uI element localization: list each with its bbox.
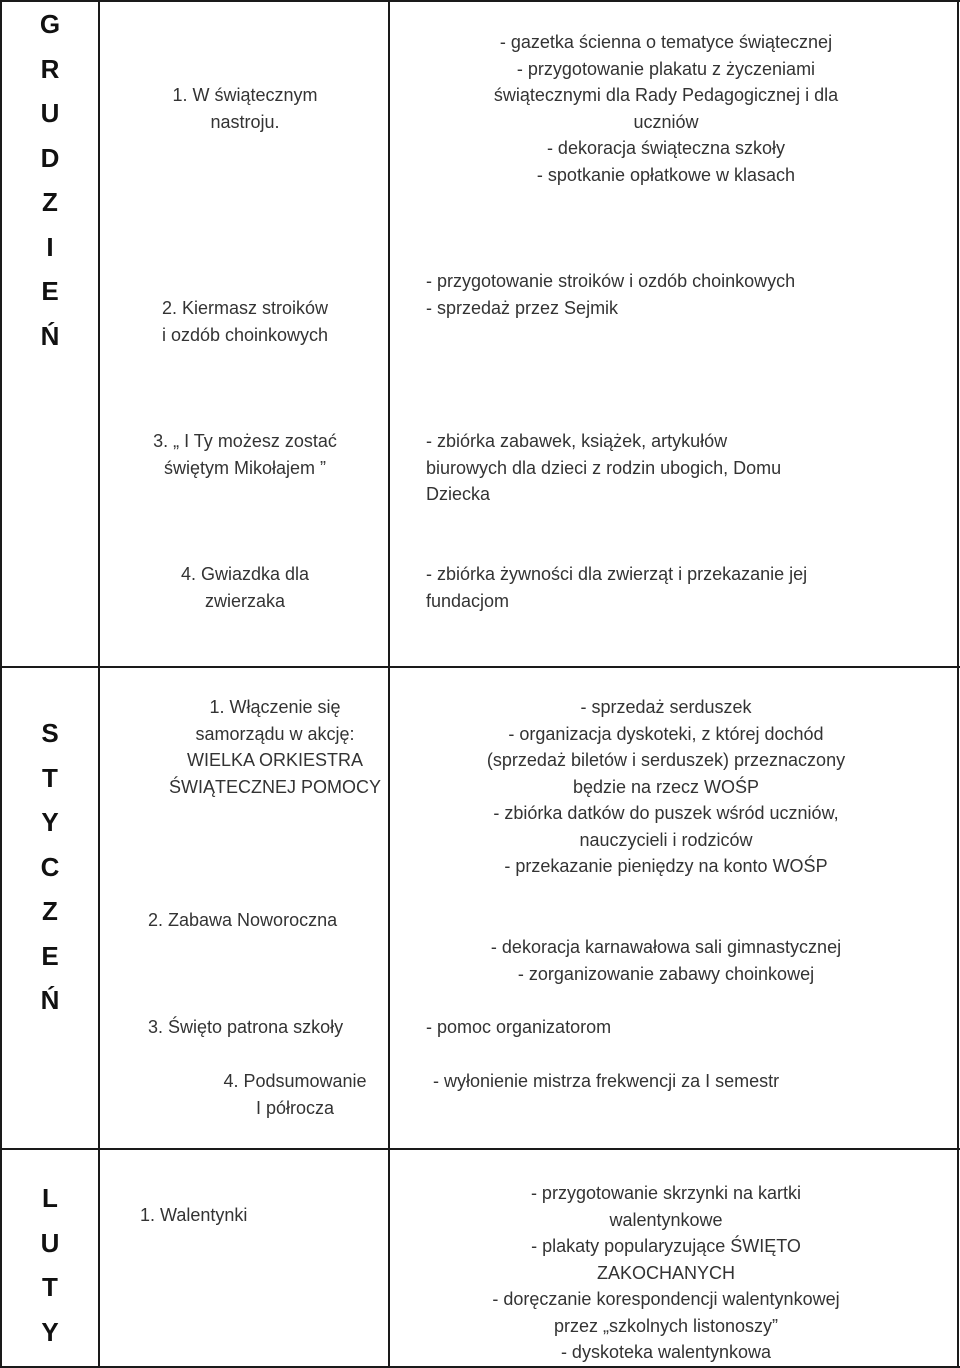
activity-line: uczniów bbox=[633, 111, 699, 132]
month-letter: R bbox=[40, 53, 60, 84]
event-item bbox=[150, 1068, 440, 1121]
month-letter: T bbox=[42, 762, 58, 793]
activity-line: przez „szkolnych listonoszy” bbox=[553, 1315, 779, 1336]
event-item bbox=[148, 1014, 388, 1041]
activity-line: - przygotowanie plakatu z życzeniami bbox=[516, 58, 816, 79]
event-line: 2. Kiermasz stroików bbox=[161, 298, 329, 318]
event-item bbox=[130, 694, 420, 800]
event-line: 3. „ I Ty możesz zostać bbox=[153, 431, 337, 451]
month-label-december bbox=[2, 2, 98, 358]
month-letter: E bbox=[41, 940, 59, 971]
activity-line: - sprzedaż serduszek bbox=[580, 697, 752, 717]
event-line: samorządu w akcję: bbox=[195, 723, 355, 744]
month-label-january bbox=[2, 711, 98, 1023]
event-line: WIELKA ORKIESTRA bbox=[186, 750, 364, 770]
activity-line: - przygotowanie stroików i ozdób choinkowych bbox=[426, 271, 796, 291]
month-label-february bbox=[2, 1176, 98, 1354]
month-letter: Ń bbox=[40, 985, 60, 1015]
activity-list bbox=[396, 29, 936, 188]
activity-line: - zbiórka zabawek, książek, artykułów bbox=[426, 431, 728, 451]
month-letter: U bbox=[40, 98, 60, 128]
month-letter: Z bbox=[42, 187, 58, 217]
activity-line: - zorganizowanie zabawy choinkowej bbox=[517, 963, 815, 984]
activity-list bbox=[426, 428, 946, 508]
event-line: zwierzaka bbox=[204, 590, 286, 611]
event-item bbox=[100, 428, 390, 481]
activity-line: - wyłonienie mistrza frekwencji za I semestr bbox=[433, 1071, 780, 1091]
activity-line: ZAKOCHANYCH bbox=[596, 1262, 735, 1283]
event-line: 1. Włączenie się bbox=[209, 697, 341, 717]
activity-line: - dekoracja świąteczna szkoły bbox=[546, 138, 786, 158]
activity-line: - sprzedaż przez Sejmik bbox=[426, 297, 619, 318]
month-letter: G bbox=[39, 9, 61, 39]
activity-line: - dekoracja karnawałowa sali gimnastycznej bbox=[490, 937, 842, 957]
activity-line: - organizacja dyskoteki, z której dochód bbox=[508, 723, 824, 744]
event-line: 4. Podsumowanie bbox=[223, 1071, 367, 1091]
column-divider-event bbox=[388, 0, 390, 1368]
column-divider-month bbox=[98, 0, 100, 1368]
event-line: i ozdób choinkowych bbox=[161, 324, 329, 345]
table-border-right bbox=[957, 0, 959, 1368]
activity-line: - gazetka ścienna o tematyce świątecznej bbox=[499, 32, 833, 52]
activity-line: nauczycieli i rodziców bbox=[579, 829, 753, 850]
month-letter: T bbox=[42, 1272, 58, 1302]
activity-line: fundacjom bbox=[426, 590, 510, 611]
activity-line: będzie na rzecz WOŚP bbox=[572, 776, 760, 797]
month-letter: L bbox=[42, 1183, 58, 1213]
activity-list bbox=[396, 1180, 936, 1366]
event-line: 3. Święto patrona szkoły bbox=[148, 1017, 344, 1037]
activity-line: walentynkowe bbox=[609, 1209, 723, 1230]
activity-line: - przekazanie pieniędzy na konto WOŚP bbox=[504, 856, 828, 876]
row-divider-2 bbox=[0, 1148, 960, 1150]
row-divider-top bbox=[0, 0, 960, 2]
event-item bbox=[100, 295, 390, 348]
activity-line: biurowych dla dzieci z rodzin ubogich, Domu bbox=[426, 457, 782, 478]
activity-line: - doręczanie korespondencji walentynkowej bbox=[492, 1289, 840, 1309]
month-letter: Y bbox=[41, 807, 59, 837]
month-letter: Y bbox=[41, 1316, 59, 1347]
activity-line: świątecznymi dla Rady Pedagogicznej i dla bbox=[493, 85, 839, 105]
activity-list bbox=[396, 694, 936, 880]
event-line: nastroju. bbox=[210, 111, 280, 132]
activity-line: - pomoc organizatorom bbox=[426, 1017, 612, 1037]
event-line: 1. Walentynki bbox=[140, 1205, 248, 1225]
activity-line: - zbiórka datków do puszek wśród uczniów, bbox=[493, 803, 839, 823]
event-line: 2. Zabawa Noworoczna bbox=[148, 910, 338, 930]
event-line: 4. Gwiazdka dla bbox=[180, 564, 310, 584]
event-item bbox=[140, 1202, 380, 1229]
month-letter: U bbox=[40, 1227, 60, 1258]
activity-line: - przygotowanie skrzynki na kartki bbox=[530, 1183, 802, 1203]
activity-line: - dyskoteka walentynkowa bbox=[560, 1342, 772, 1362]
activity-list bbox=[426, 268, 946, 321]
month-letter: S bbox=[41, 718, 59, 748]
event-line: I półrocza bbox=[255, 1097, 335, 1118]
activity-list bbox=[433, 1068, 953, 1095]
month-letter: E bbox=[41, 276, 59, 306]
activity-list bbox=[426, 1014, 946, 1041]
activity-line: - zbiórka żywności dla zwierząt i przekazanie jej bbox=[426, 564, 808, 584]
activity-list bbox=[396, 934, 936, 987]
activity-line: (sprzedaż biletów i serduszek) przeznaczony bbox=[486, 750, 846, 770]
activity-list bbox=[426, 561, 946, 614]
event-item bbox=[100, 82, 390, 135]
event-line: świętym Mikołajem ” bbox=[163, 457, 327, 478]
month-letter: I bbox=[46, 231, 54, 262]
activity-line: - spotkanie opłatkowe w klasach bbox=[536, 164, 796, 185]
row-divider-1 bbox=[0, 666, 960, 668]
activity-line: - plakaty popularyzujące ŚWIĘTO bbox=[531, 1236, 801, 1256]
event-item bbox=[100, 561, 390, 614]
event-item bbox=[148, 907, 388, 934]
activity-line: Dziecka bbox=[426, 484, 491, 504]
event-line: 1. W świątecznym bbox=[172, 85, 318, 105]
month-letter: Ń bbox=[40, 320, 60, 351]
month-letter: Z bbox=[42, 896, 58, 926]
month-letter: D bbox=[40, 142, 60, 173]
month-letter: C bbox=[40, 851, 60, 882]
event-line: ŚWIĄTECZNEJ POMOCY bbox=[168, 776, 381, 797]
